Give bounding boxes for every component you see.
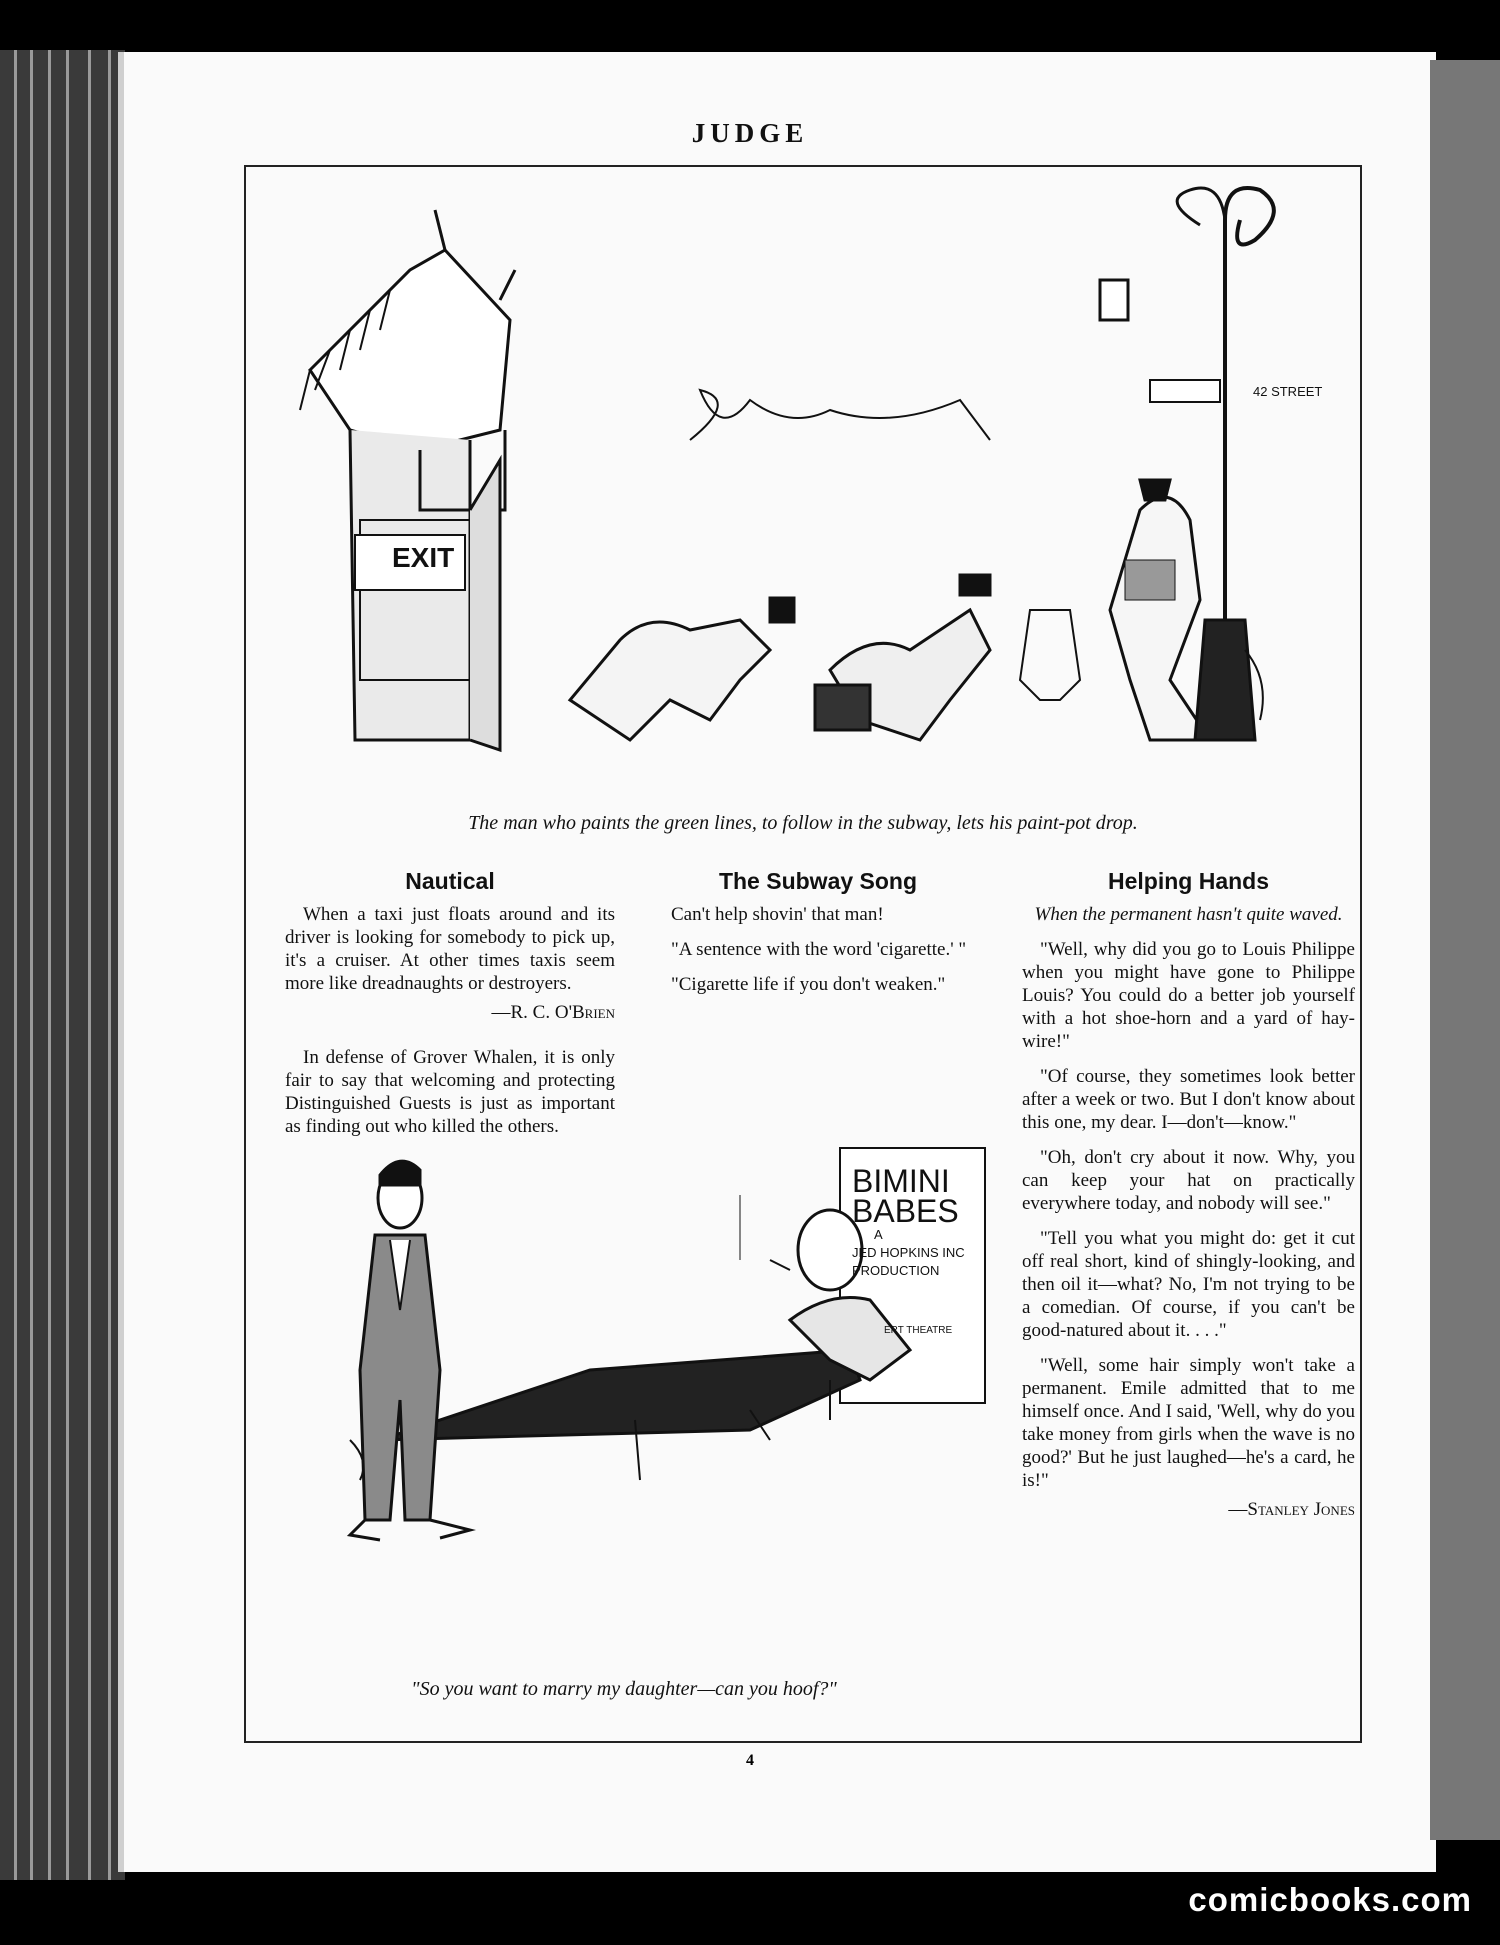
poster-text (852, 1163, 965, 1338)
column-subway-song (653, 870, 983, 1008)
nautical-author: —R. C. O'Brien (491, 1002, 615, 1023)
column-nautical (285, 870, 615, 1150)
book-edge (0, 50, 125, 1880)
column-helping-hands (1022, 870, 1355, 1533)
page-title: JUDGE (691, 118, 809, 148)
poster-line6: ERT THEATRE (884, 1325, 953, 1336)
page-number: 4 (746, 1752, 754, 1769)
helping-hands-para5: "Well, some hair simply won't take a permanent. Emile admitted that to me himself once. And I said, 'Well, why do you take money from girls when the wave is no good?' But he just laughed—he's a card, he is!" (1022, 1355, 1355, 1491)
helping-hands-heading: Helping Hands (1107, 868, 1269, 894)
whalen-text: In defense of Grover Whalen, it is only fair to say that welcoming and protecting Distinguished Guests is just as important as finding out who killed the others. (285, 1047, 615, 1137)
poster-line3: A (874, 1227, 883, 1242)
helping-hands-para1: "Well, why did you go to Louis Philippe when you might have gone to Philippe Louis? You could do a better job yourself with a hot shoe-horn and a yard of hay-wire!" (1022, 939, 1355, 1052)
poster-line5: PRODUCTION (852, 1263, 940, 1278)
subway-song-heading: The Subway Song (718, 868, 918, 894)
poster-line2: BABES (852, 1193, 959, 1229)
street-sign-label: 42 STREET (1253, 384, 1323, 399)
subway-song-line2: "A sentence with the word 'cigarette.' " (671, 939, 967, 960)
helping-hands-para2: "Of course, they sometimes look better after a week or two. But I don't know about this one, my dear. I—don't—know." (1022, 1066, 1355, 1133)
helping-hands-subtitle: When the permanent hasn't quite waved. (1034, 904, 1343, 925)
nautical-text: When a taxi just floats around and its driver is looking for somebody to pick up, it's a cruiser. At other times taxis seem more like dreadnaughts or destroyers. (285, 904, 615, 994)
nautical-heading: Nautical (405, 868, 495, 894)
cartoon2-caption: "So you want to marry my daughter—can you hoof?" (411, 1678, 837, 1700)
helping-hands-para4: "Tell you what you might do: get it cut off real short, kind of shingly-looking, and then oil it—what? No, I'm not trying to be a comedian. Of course, if you can't be good-natured about it. . . ." (1022, 1228, 1355, 1341)
site-watermark: comicbooks.com (1188, 1881, 1472, 1918)
next-page-edge (1430, 60, 1500, 1840)
cartoon1-caption: The man who paints the green lines, to follow in the subway, lets his paint-pot drop. (468, 812, 1138, 834)
subway-song-line3: "Cigarette life if you don't weaken." (671, 974, 946, 995)
poster-line4: JED HOPKINS INC (852, 1245, 965, 1260)
subway-song-line1: Can't help shovin' that man! (671, 904, 884, 925)
exit-sign-label: EXIT (392, 542, 455, 573)
helping-hands-para3: "Oh, don't cry about it now. Why, you can keep your hat on practically everywhere today, and nobody will see." (1022, 1147, 1355, 1214)
poster-line1: BIMINI (852, 1163, 950, 1199)
helping-hands-author: —Stanley Jones (1228, 1499, 1355, 1520)
subway-exit-cartoon (270, 180, 1350, 810)
